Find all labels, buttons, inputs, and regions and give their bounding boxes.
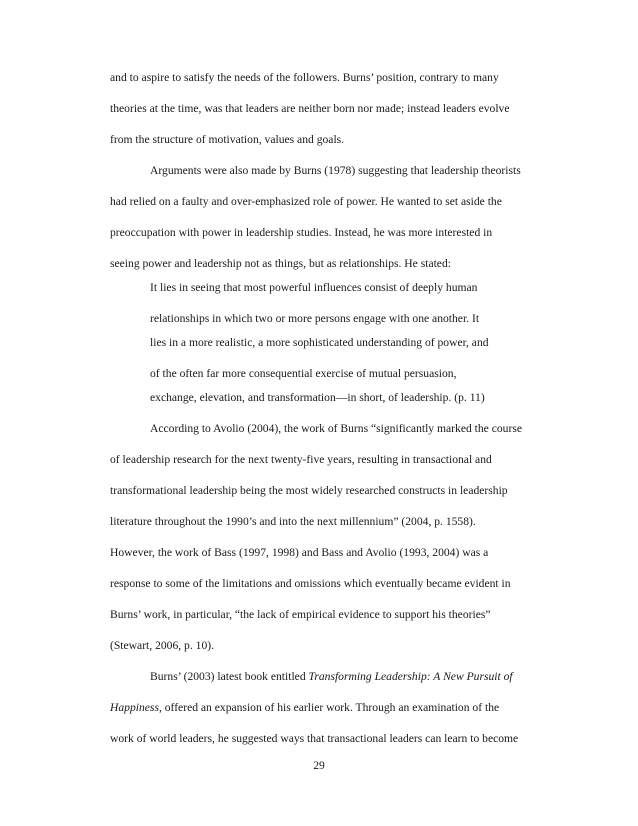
text-line-with-title <box>150 670 513 684</box>
text-line: work of world leaders, he suggested ways that transactional leaders can learn to become <box>110 732 519 745</box>
text-line: preoccupation with power in leadership studies. Instead, he was more interested in <box>110 226 493 239</box>
text-span: Burns’ (2003) latest book entitled <box>150 670 309 683</box>
block-quote-line: exchange, elevation, and transformation—in short, of leadership. (p. 11) <box>150 391 485 404</box>
text-line: transformational leadership being the most widely researched constructs in leadership <box>110 484 508 497</box>
page-number: 29 <box>313 759 325 772</box>
block-quote-line: of the often far more consequential exercise of mutual persuasion, <box>150 367 457 380</box>
block-quote-line: relationships in which two or more persons engage with one another. It <box>150 312 480 325</box>
text-line: theories at the time, was that leaders are neither born nor made; instead leaders evolve <box>110 102 510 115</box>
text-line: However, the work of Bass (1997, 1998) and Bass and Avolio (1993, 2004) was a <box>110 546 489 559</box>
text-line: (Stewart, 2006, p. 10). <box>110 639 215 652</box>
text-line: of leadership research for the next twenty-five years, resulting in transactional and <box>110 453 492 466</box>
text-line-with-title <box>110 701 499 715</box>
text-line: Burns’ work, in particular, “the lack of empirical evidence to support his theories” <box>110 608 491 621</box>
text-line: literature throughout the 1990’s and into the next millennium” (2004, p. 1558). <box>110 515 476 528</box>
text-line: from the structure of motivation, values and goals. <box>110 133 345 146</box>
text-line: response to some of the limitations and omissions which eventually became evident in <box>110 577 511 590</box>
text-span: , offered an expansion of his earlier work. Through an examination of the <box>158 701 500 714</box>
text-line: According to Avolio (2004), the work of Burns “significantly marked the course <box>150 422 522 435</box>
book-title: Happiness <box>110 701 159 714</box>
book-title: Transforming Leadership: A New Pursuit of <box>308 670 513 683</box>
text-line: Arguments were also made by Burns (1978) suggesting that leadership theorists <box>150 164 521 177</box>
block-quote-line: lies in a more realistic, a more sophisticated understanding of power, and <box>150 336 489 349</box>
text-line: seeing power and leadership not as things, but as relationships. He stated: <box>110 257 451 270</box>
text-line: and to aspire to satisfy the needs of the followers. Burns’ position, contrary to many <box>110 71 499 84</box>
block-quote-line: It lies in seeing that most powerful influences consist of deeply human <box>150 281 478 294</box>
text-line: had relied on a faulty and over-emphasized role of power. He wanted to set aside the <box>110 195 502 208</box>
